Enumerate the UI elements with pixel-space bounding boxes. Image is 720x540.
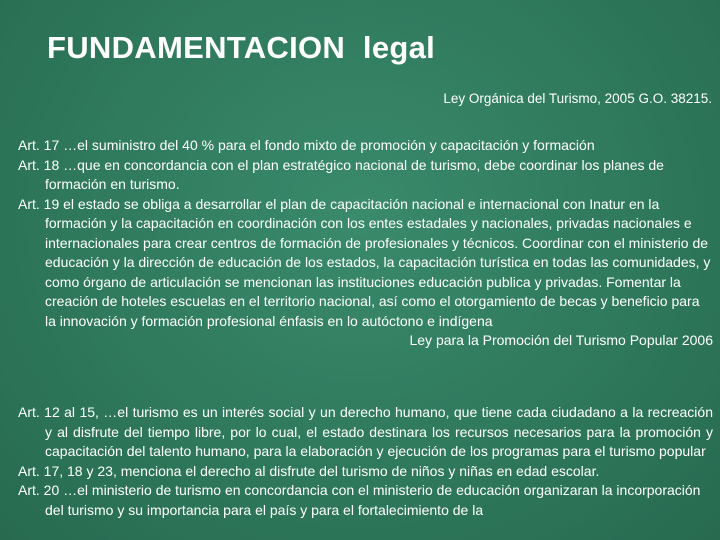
article-12-15: Art. 12 al 15, …el turismo es un interés social y un derecho humano, que tiene cada ciudadano a la recreación y al disfrute del tiempo libre, por lo cual, el estado destinara los recursos necesarios para la promoción y capacitación del talento humano, para la elaboración y ejecución de los programas para el turismo popular (18, 404, 713, 459)
articles-block-turismo-popular (18, 403, 713, 520)
law-reference-turismo-popular: Ley para la Promoción del Turismo Popular 2006 (409, 332, 713, 348)
article-17: Art. 17 …el suministro del 40 % para el fondo mixto de promoción y capacitación y formación (18, 137, 595, 153)
article-17-18-23: Art. 17, 18 y 23, menciona el derecho al disfrute del turismo de niños y niñas en edad escolar. (18, 462, 600, 479)
article-19: Art. 19 el estado se obliga a desarrollar el plan de capacitación nacional e internacional con Inatur en la formación y la capacitación en coordinación con los entes estadales y nacionales, privadas nacionales e internacionales para crear centros de formación de profesionales y técnicos. Coordinar con el ministerio de educación y la dirección de educación de los estados, la capacitación turística en todas las comunidades, y como órgano de articulación se mencionan las instituciones educación publica y privadas. Fomentar la creación de hoteles escuelas en el territorio nacional, así como el otorgamiento de becas y beneficio para la innovación y formación profesional énfasis en lo autóctono e indígena (18, 195, 711, 329)
law-reference-organica: Ley Orgánica del Turismo, 2005 G.O. 38215. (443, 91, 712, 106)
slide-title: FUNDAMENTACION legal (47, 30, 436, 65)
article-18: Art. 18 …que en concordancia con el plan estratégico nacional de turismo, debe coordinar los planes de formación en turismo. (18, 156, 664, 192)
article-20: Art. 20 …el ministerio de turismo en concordancia con el ministerio de educación organizaran la incorporación del turismo y su importancia para el país y para el fortalecimiento de la (18, 482, 701, 518)
articles-block-organica (18, 136, 713, 351)
